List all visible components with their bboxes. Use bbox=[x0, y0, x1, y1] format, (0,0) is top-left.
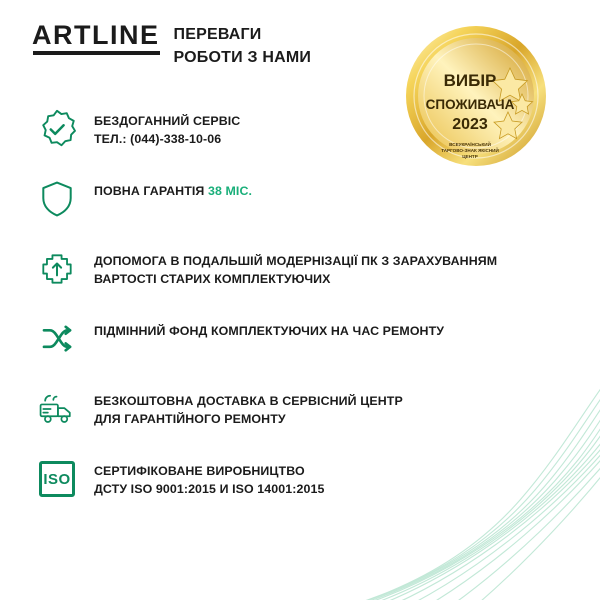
feature-certification-text bbox=[94, 456, 324, 499]
page-title-line2: РОБОТИ З НАМИ bbox=[173, 49, 312, 67]
shuffle-icon bbox=[34, 316, 80, 362]
feature-warranty-line1: ПОВНА ГАРАНТІЯ bbox=[94, 184, 208, 198]
upgrade-icon bbox=[34, 246, 80, 292]
feature-swap-fund-line1: ПІДМІННИЙ ФОНД КОМПЛЕКТУЮЧИХ НА ЧАС РЕМОНТУ bbox=[94, 324, 445, 338]
feature-certification-line1: СЕРТИФІКОВАНЕ ВИРОБНИЦТВО bbox=[94, 464, 305, 478]
logo-text: ARTLINE bbox=[32, 20, 160, 50]
feature-warranty bbox=[34, 176, 564, 222]
consumer-choice-badge bbox=[404, 24, 548, 168]
feature-upgrade-text bbox=[94, 246, 497, 289]
logo-underline bbox=[33, 51, 160, 55]
header bbox=[32, 22, 311, 69]
feature-service-phone: ТЕЛ.: (044)-338-10-06 bbox=[94, 131, 222, 146]
check-seal-icon bbox=[34, 106, 80, 152]
delivery-truck-icon bbox=[34, 386, 80, 432]
artline-logo bbox=[32, 22, 160, 55]
feature-certification-line2: ДСТУ ISO 9001:2015 И ISO 14001:2015 bbox=[94, 481, 325, 496]
feature-delivery-line2: ДЛЯ ГАРАНТІЙНОГО РЕМОНТУ bbox=[94, 411, 286, 426]
feature-swap-fund-text bbox=[94, 316, 444, 341]
page-title bbox=[174, 22, 312, 69]
iso-icon bbox=[34, 456, 80, 502]
feature-swap-fund bbox=[34, 316, 564, 362]
iso-badge-text: ISO bbox=[39, 461, 75, 497]
feature-upgrade-line2: ВАРТОСТІ СТАРИХ КОМПЛЕКТУЮЧИХ bbox=[94, 271, 331, 286]
feature-delivery-text bbox=[94, 386, 403, 429]
feature-upgrade-line1: ДОПОМОГА В ПОДАЛЬШІЙ МОДЕРНІЗАЦІЇ ПК З ЗАРАХУВАННЯМ bbox=[94, 254, 498, 268]
badge-footer-line1: ВСЕУКРАЇНСЬКИЙ bbox=[449, 142, 491, 147]
shield-icon bbox=[34, 176, 80, 222]
feature-upgrade bbox=[34, 246, 564, 292]
page-title-line1: ПЕРЕВАГИ bbox=[173, 26, 262, 43]
badge-line2: СПОЖИВАЧА bbox=[425, 97, 515, 112]
feature-warranty-highlight: 38 МІС. bbox=[207, 184, 253, 198]
badge-line1: ВИБІР bbox=[443, 71, 497, 90]
feature-service-line1: БЕЗДОГАННИЙ СЕРВІС bbox=[94, 114, 241, 128]
feature-delivery bbox=[34, 386, 564, 432]
feature-service-text bbox=[94, 106, 240, 149]
badge-footer-line2: ТАРГОВО-ЗНАК ЯКІСНИЙ bbox=[441, 148, 499, 153]
feature-certification bbox=[34, 456, 564, 502]
badge-year: 2023 bbox=[452, 116, 488, 133]
badge-footer-line3: ЦЕНТР bbox=[462, 154, 478, 159]
feature-warranty-text bbox=[94, 176, 252, 201]
feature-delivery-line1: БЕЗКОШТОВНА ДОСТАВКА В СЕРВІСНИЙ ЦЕНТР bbox=[94, 394, 403, 408]
